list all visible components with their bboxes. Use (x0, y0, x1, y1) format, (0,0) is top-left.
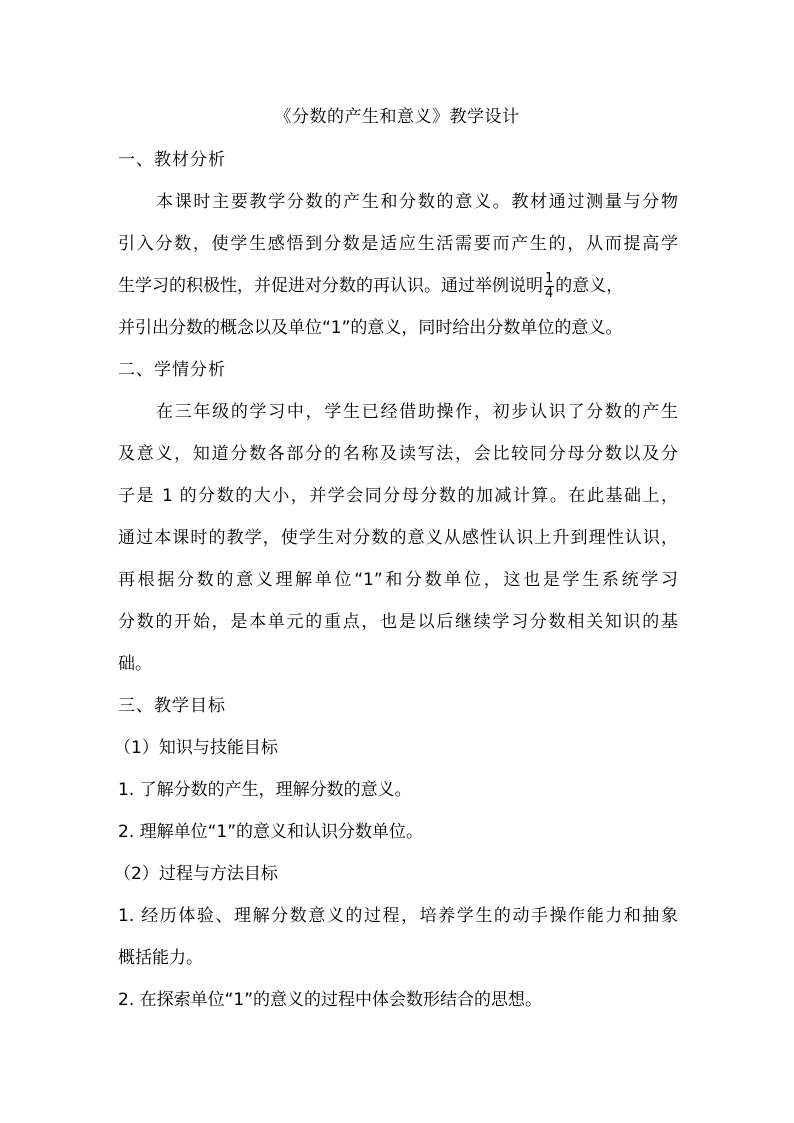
paragraph-line: 引入分数，使学生感悟到分数是适应生活需要而产生的，从而提高学 (118, 234, 678, 254)
section-heading-teaching-objectives: 三、教学目标 (118, 696, 226, 716)
subheading-process-methods: （2）过程与方法目标 (114, 864, 278, 884)
paragraph-line: 及意义，知道分数各部分的名称及读写法，会比较同分母分数以及分 (118, 444, 678, 464)
paragraph-line: 子是 1 的分数的大小，并学会同分母分数的加减计算。在此基础上， (118, 486, 678, 506)
section-heading-textbook-analysis: 一、教材分析 (118, 150, 226, 170)
paragraph-line-with-fraction (118, 271, 678, 301)
paragraph-line: 在三年级的学习中，学生已经借助操作，初步认识了分数的产生 (156, 402, 678, 422)
paragraph-text: 的意义， (555, 276, 624, 296)
objective-item: 2. 理解单位“1”的意义和认识分数单位。 (118, 822, 424, 842)
objective-item: 1. 了解分数的产生，理解分数的意义。 (118, 780, 412, 800)
paragraph-line: 再根据分数的意义理解单位“1”和分数单位，这也是学生系统学习 (118, 570, 678, 590)
paragraph-line: 并引出分数的概念以及单位“1”的意义，同时给出分数单位的意义。 (118, 318, 623, 338)
paragraph-line: 础。 (118, 654, 152, 674)
paragraph-line: 分数的开始，是本单元的重点，也是以后继续学习分数相关知识的基 (118, 612, 678, 632)
document-title: 《分数的产生和意义》教学设计 (274, 107, 520, 127)
fraction-numerator: 1 (545, 270, 554, 286)
paragraph-line: 通过本课时的教学，使学生对分数的意义从感性认识上升到理性认识， (118, 528, 678, 548)
fraction-denominator: 4 (545, 285, 554, 301)
paragraph-text: 生学习的积极性，并促进对分数的再认识。通过举例说明 (118, 276, 543, 296)
subheading-knowledge-skills: （1）知识与技能目标 (114, 738, 278, 758)
fraction-one-quarter (544, 272, 554, 301)
objective-item: 2. 在探索单位“1”的意义的过程中体会数形结合的思想。 (118, 990, 543, 1010)
paragraph-line: 本课时主要教学分数的产生和分数的意义。教材通过测量与分物 (156, 192, 678, 212)
objective-item-continued: 概括能力。 (118, 948, 203, 968)
objective-item: 1. 经历体验、理解分数意义的过程，培养学生的动手操作能力和抽象 (118, 906, 678, 926)
section-heading-learner-analysis: 二、学情分析 (118, 360, 226, 380)
